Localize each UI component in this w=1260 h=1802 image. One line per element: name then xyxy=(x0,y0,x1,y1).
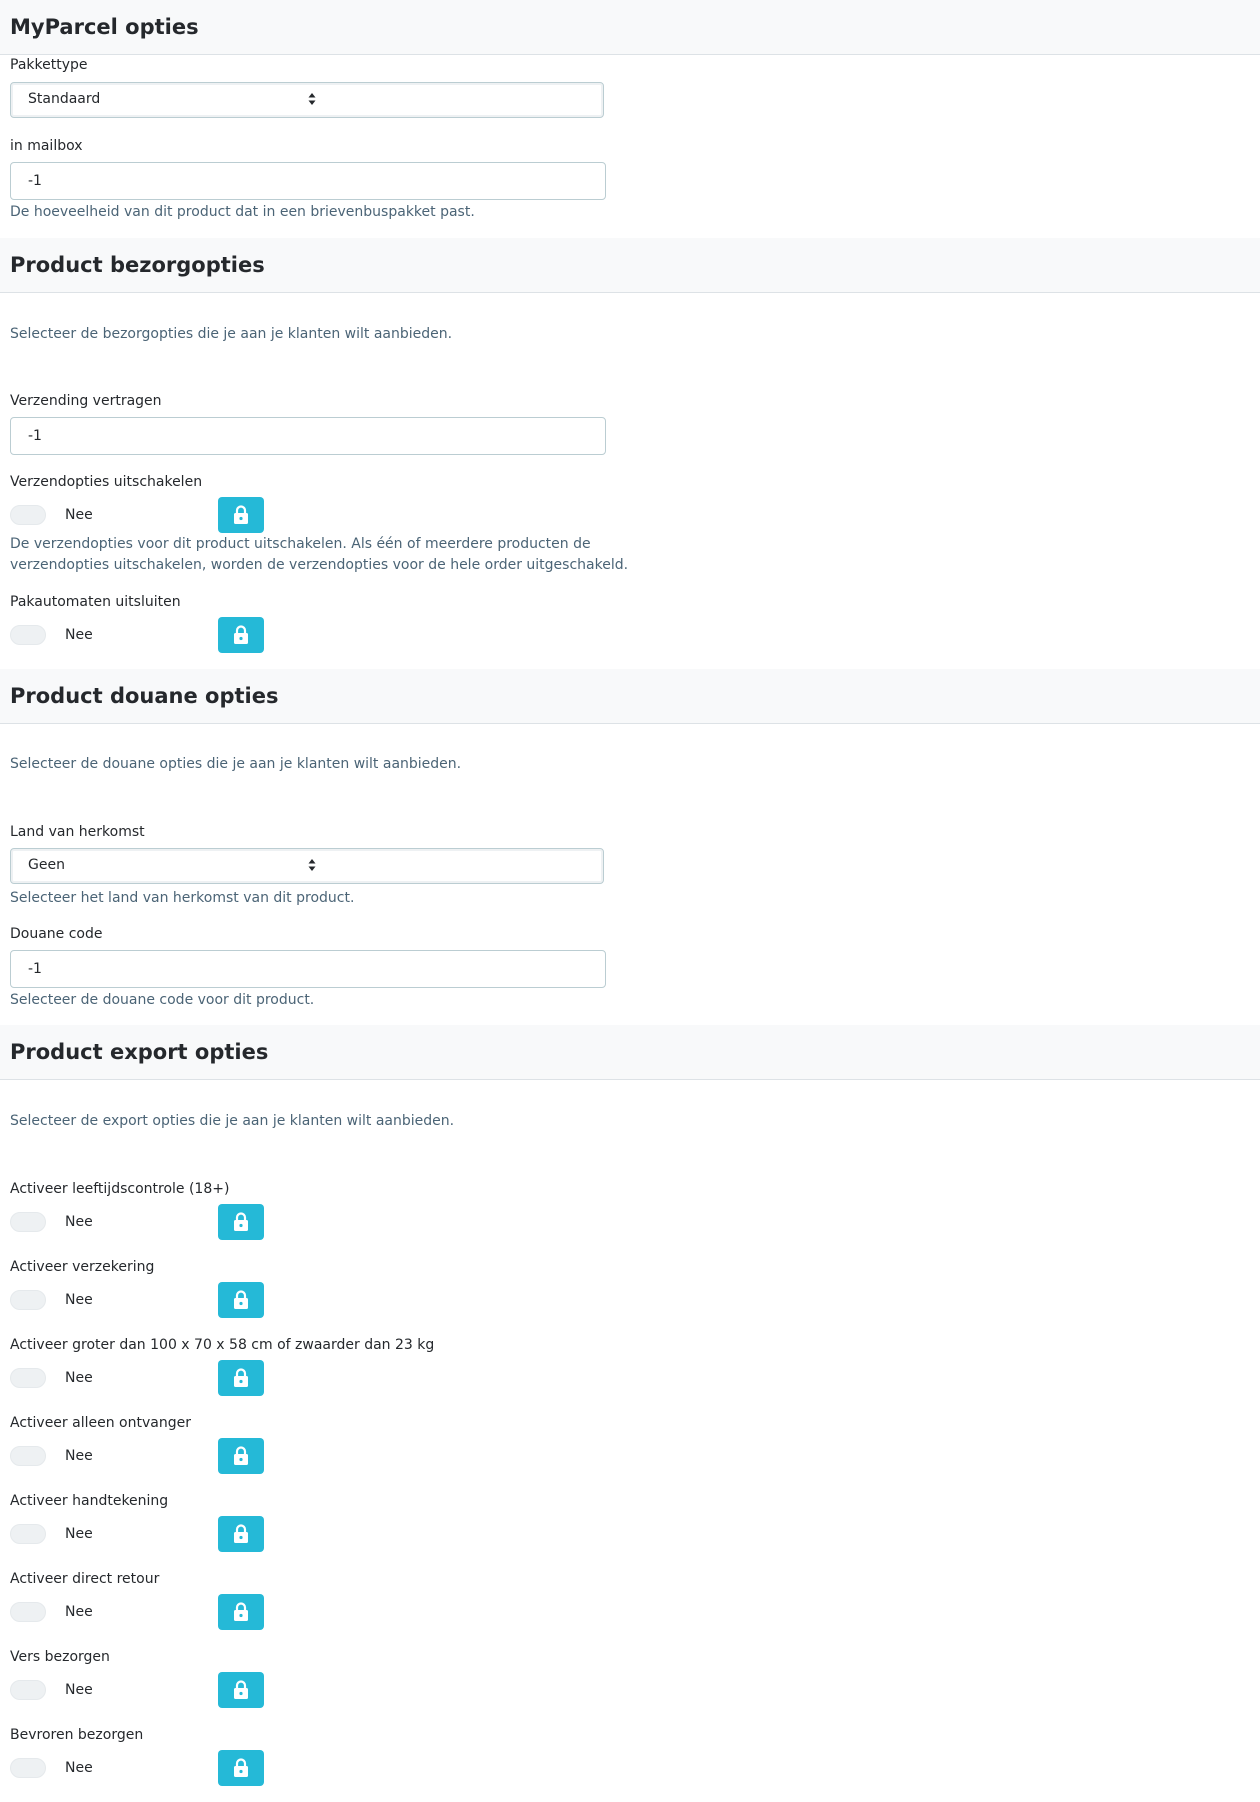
export-option-toggle[interactable] xyxy=(10,1368,46,1388)
lock-icon xyxy=(233,1680,249,1700)
section-header-delivery xyxy=(0,238,1260,293)
export-option-toggle[interactable] xyxy=(10,1446,46,1466)
customs-code-label: Douane code xyxy=(10,926,103,942)
sort-arrows-icon xyxy=(308,92,316,106)
lock-button[interactable] xyxy=(218,617,264,653)
export-option-toggle[interactable] xyxy=(10,1290,46,1310)
export-option-row xyxy=(10,1282,264,1318)
lock-icon xyxy=(233,1368,249,1388)
package-type-value: Standaard xyxy=(28,91,101,107)
lock-button[interactable] xyxy=(218,497,264,533)
export-option-toggle[interactable] xyxy=(10,1524,46,1544)
export-option-state: Nee xyxy=(65,1370,93,1386)
package-type-label: Pakkettype xyxy=(10,57,88,73)
export-option-state: Nee xyxy=(65,1682,93,1698)
lock-icon xyxy=(233,1758,249,1778)
export-option-label: Bevroren bezorgen xyxy=(10,1727,144,1743)
export-option-row xyxy=(10,1438,264,1474)
lock-button[interactable] xyxy=(218,1204,264,1240)
export-option-row xyxy=(10,1750,264,1786)
export-option-label: Vers bezorgen xyxy=(10,1649,110,1665)
country-select[interactable] xyxy=(10,848,604,884)
export-option-state: Nee xyxy=(65,1604,93,1620)
lock-button[interactable] xyxy=(218,1282,264,1318)
delivery-intro: Selecteer de bezorgopties die je aan je klanten wilt aanbieden. xyxy=(10,326,453,342)
disable-options-help-line2: verzendopties uitschakelen, worden de verzendopties voor de hele order uitgeschakeld. xyxy=(10,557,629,573)
lockers-state: Nee xyxy=(65,627,93,643)
lockers-toggle[interactable] xyxy=(10,625,46,645)
lock-icon xyxy=(233,625,249,645)
country-value: Geen xyxy=(28,857,65,873)
customs-intro: Selecteer de douane opties die je aan je klanten wilt aanbieden. xyxy=(10,756,462,772)
lock-button[interactable] xyxy=(218,1438,264,1474)
lock-button[interactable] xyxy=(218,1360,264,1396)
export-option-row xyxy=(10,1516,264,1552)
mailbox-help: De hoeveelheid van dit product dat in een brievenbuspakket past. xyxy=(10,204,475,220)
section-title-delivery: Product bezorgopties xyxy=(10,253,265,277)
delay-label: Verzending vertragen xyxy=(10,393,162,409)
customs-code-help: Selecteer de douane code voor dit product. xyxy=(10,992,315,1008)
section-header-customs xyxy=(0,669,1260,724)
export-option-toggle[interactable] xyxy=(10,1602,46,1622)
lockers-label: Pakautomaten uitsluiten xyxy=(10,594,181,610)
export-option-state: Nee xyxy=(65,1760,93,1776)
lock-icon xyxy=(233,1290,249,1310)
section-header-myparcel xyxy=(0,0,1260,55)
disable-options-toggle[interactable] xyxy=(10,505,46,525)
export-option-state: Nee xyxy=(65,1448,93,1464)
mailbox-input[interactable] xyxy=(10,162,606,200)
customs-code-input[interactable] xyxy=(10,950,606,988)
export-option-toggle[interactable] xyxy=(10,1758,46,1778)
package-type-select[interactable] xyxy=(10,82,604,118)
section-title-myparcel: MyParcel opties xyxy=(10,15,199,39)
section-header-export xyxy=(0,1025,1260,1080)
export-option-row xyxy=(10,1204,264,1240)
export-option-row xyxy=(10,1360,264,1396)
lock-icon xyxy=(233,1524,249,1544)
export-option-label: Activeer verzekering xyxy=(10,1259,155,1275)
section-title-customs: Product douane opties xyxy=(10,684,279,708)
export-option-row xyxy=(10,1672,264,1708)
lock-icon xyxy=(233,1212,249,1232)
country-help: Selecteer het land van herkomst van dit product. xyxy=(10,890,355,906)
lock-icon xyxy=(233,505,249,525)
lock-button[interactable] xyxy=(218,1516,264,1552)
export-option-state: Nee xyxy=(65,1526,93,1542)
lock-button[interactable] xyxy=(218,1594,264,1630)
disable-options-row xyxy=(10,497,264,533)
sort-arrows-icon xyxy=(308,858,316,872)
export-option-label: Activeer groter dan 100 x 70 x 58 cm of zwaarder dan 23 kg xyxy=(10,1337,435,1353)
mailbox-label: in mailbox xyxy=(10,138,83,154)
disable-options-state: Nee xyxy=(65,507,93,523)
section-title-export: Product export opties xyxy=(10,1040,269,1064)
export-option-row xyxy=(10,1594,264,1630)
export-option-label: Activeer handtekening xyxy=(10,1493,169,1509)
lock-button[interactable] xyxy=(218,1750,264,1786)
export-option-label: Activeer direct retour xyxy=(10,1571,160,1587)
export-option-toggle[interactable] xyxy=(10,1680,46,1700)
lock-icon xyxy=(233,1446,249,1466)
export-option-toggle[interactable] xyxy=(10,1212,46,1232)
lock-button[interactable] xyxy=(218,1672,264,1708)
country-label: Land van herkomst xyxy=(10,824,145,840)
export-intro: Selecteer de export opties die je aan je klanten wilt aanbieden. xyxy=(10,1113,455,1129)
export-option-state: Nee xyxy=(65,1292,93,1308)
disable-options-label: Verzendopties uitschakelen xyxy=(10,474,203,490)
export-option-label: Activeer alleen ontvanger xyxy=(10,1415,191,1431)
lockers-row xyxy=(10,617,264,653)
export-option-label: Activeer leeftijdscontrole (18+) xyxy=(10,1181,230,1197)
lock-icon xyxy=(233,1602,249,1622)
disable-options-help-line1: De verzendopties voor dit product uitschakelen. Als één of meerdere producten de xyxy=(10,536,591,552)
delay-input[interactable] xyxy=(10,417,606,455)
export-option-state: Nee xyxy=(65,1214,93,1230)
